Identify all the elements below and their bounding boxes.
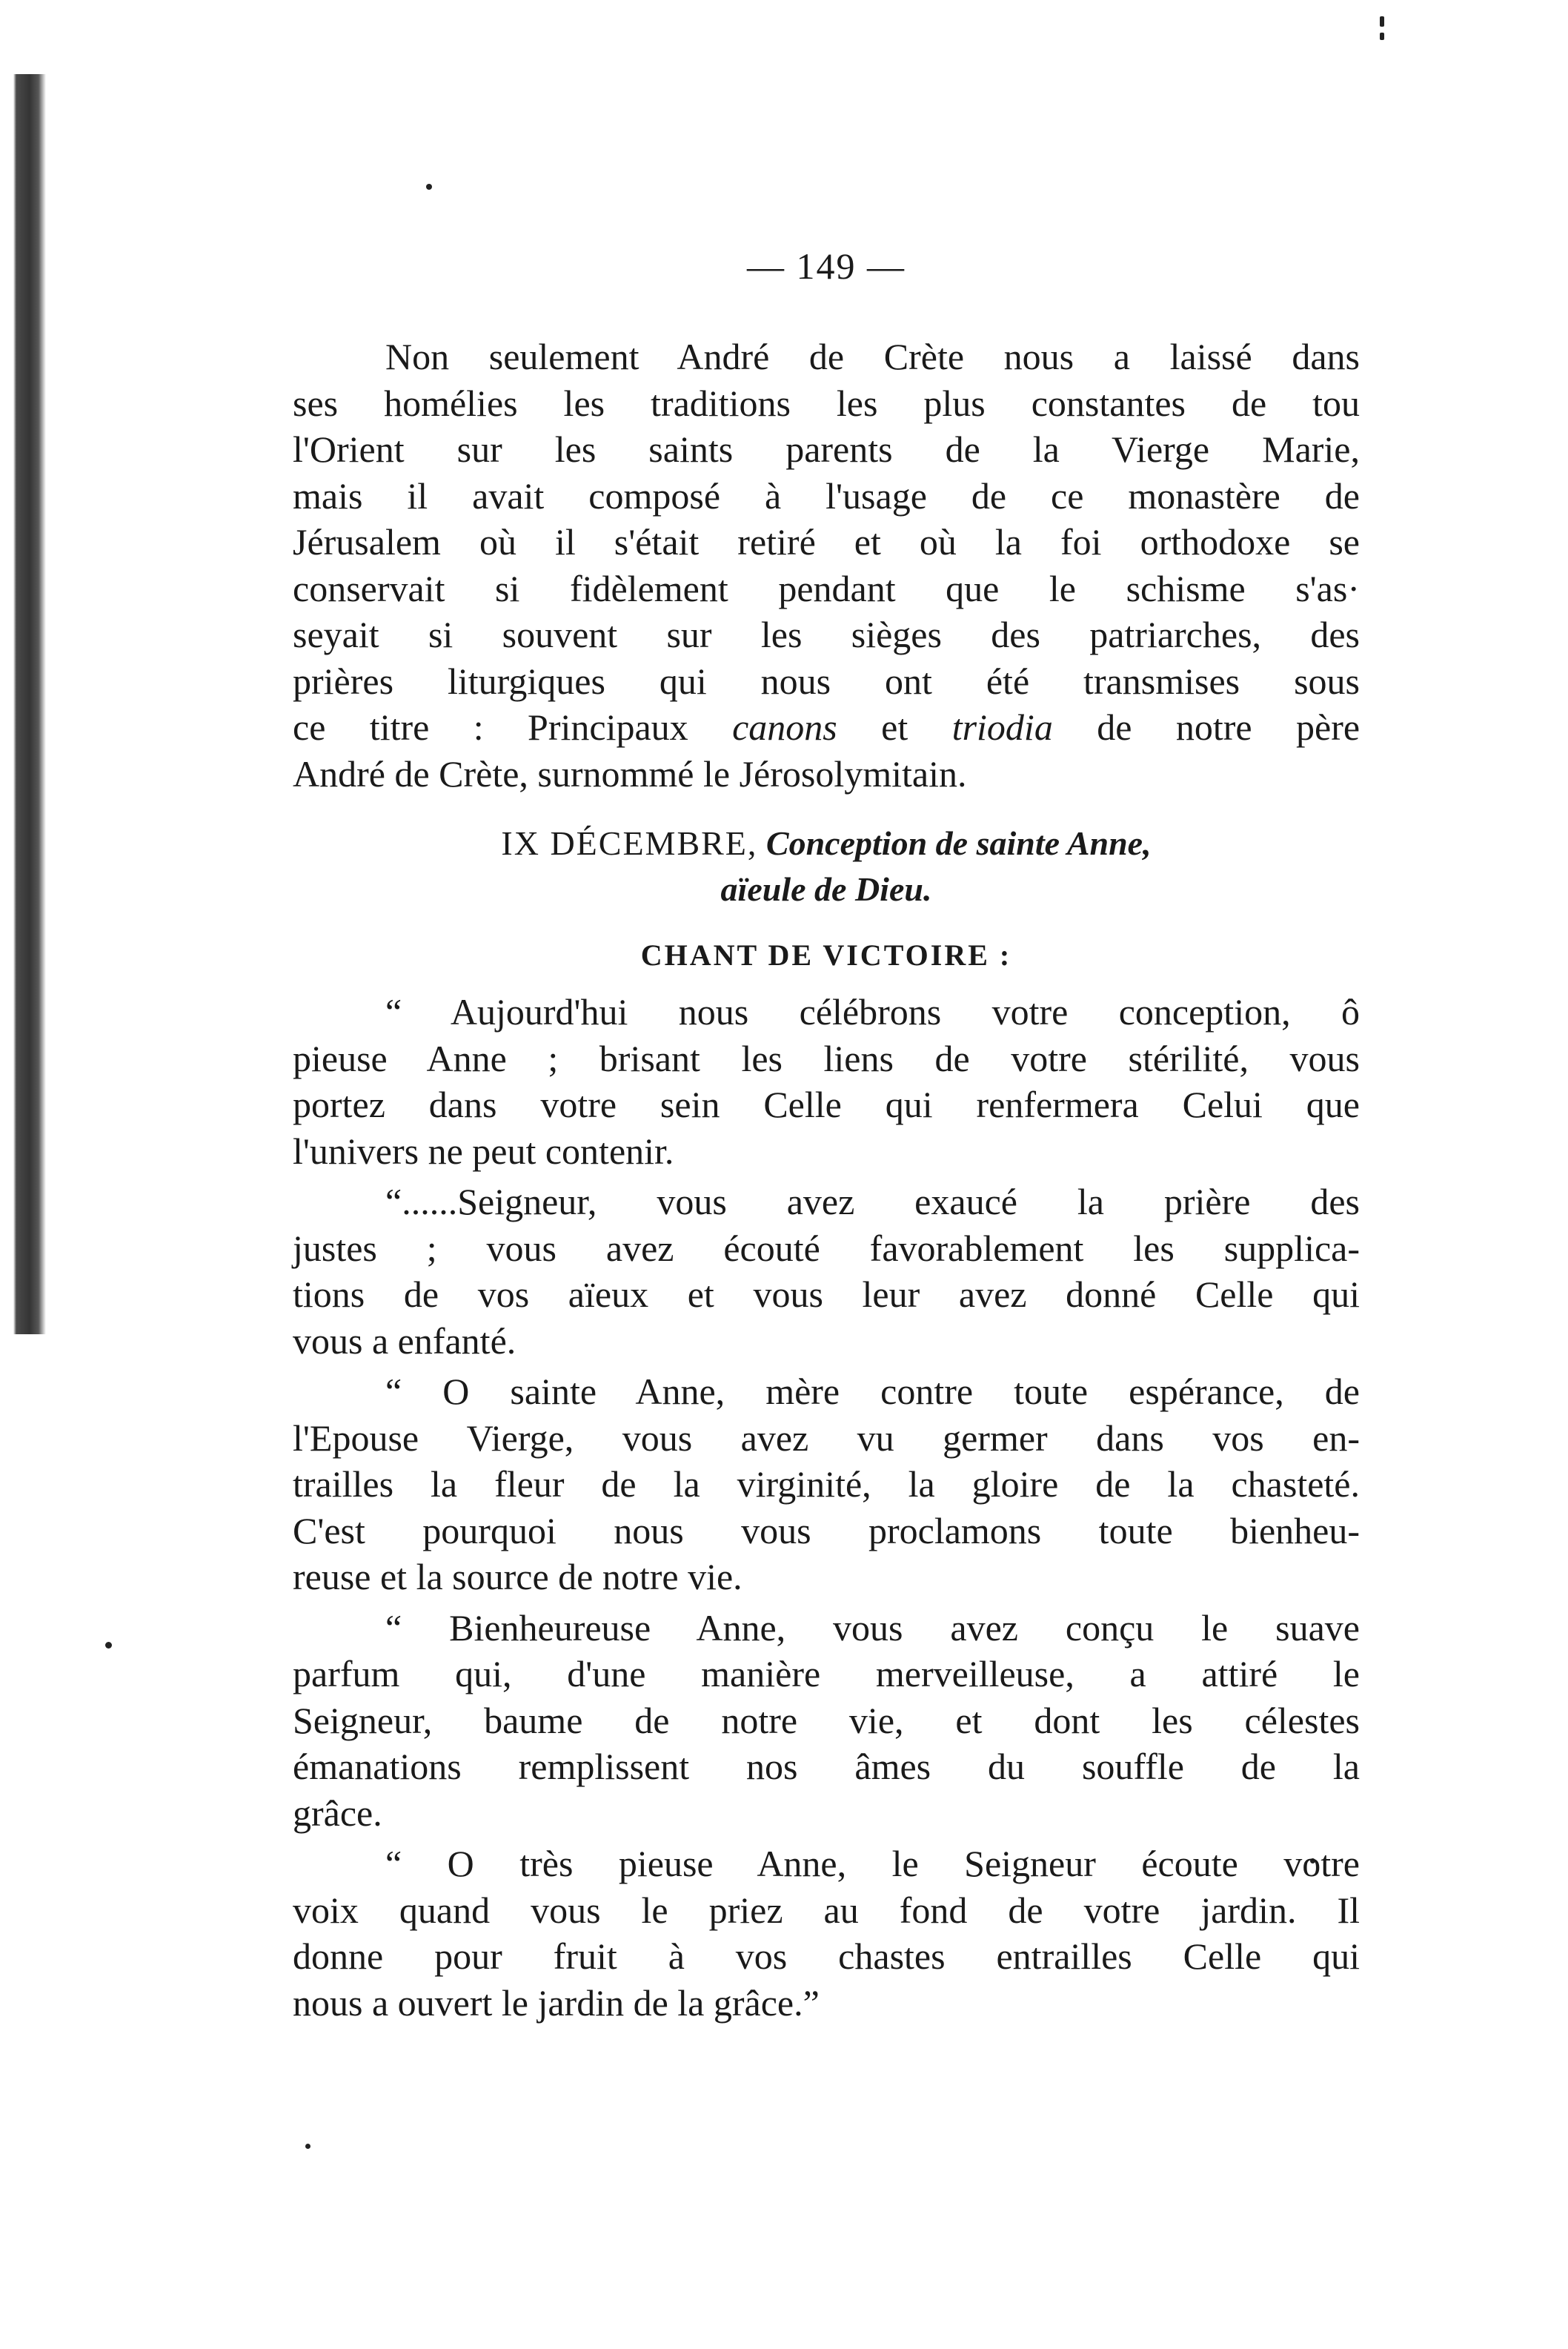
- text-line: Non seulement André de Crète nous a laissé dans: [385, 336, 1360, 377]
- text-line: émanations remplissent nos âmes du souffle de la: [293, 1746, 1360, 1787]
- text-line: l'Orient sur les saints parents de la Vierge Marie,: [293, 428, 1360, 470]
- text-line: ses homélies les traditions les plus constantes de tou: [293, 382, 1360, 424]
- text-line: André de Crète, surnommé le Jérosolymitain.: [293, 752, 967, 795]
- text-line: C'est pourquoi nous vous proclamons toute bienheu-: [293, 1509, 1360, 1551]
- feast-date: IX DÉCEMBRE,: [501, 824, 758, 862]
- text-line: l'Epouse Vierge, vous avez vu germer dans vos en-: [293, 1417, 1360, 1459]
- book-binding-edge: [0, 74, 46, 1334]
- text-line: Jérusalem où il s'était retiré et où la foi orthodoxe se: [293, 521, 1360, 563]
- text-line: reuse et la source de notre vie.: [293, 1556, 743, 1597]
- book-page: [293, 245, 1360, 2026]
- text-line: seyait si souvent sur les sièges des patriarches, des: [293, 614, 1360, 655]
- chant-heading: CHANT DE VICTOIRE :: [640, 938, 1012, 972]
- feast-subtitle: aïeule de Dieu.: [720, 870, 932, 908]
- text-line: prières liturgiques qui nous ont été transmises sous: [293, 660, 1360, 702]
- text-line: “ Bienheureuse Anne, vous avez conçu le suave: [385, 1606, 1360, 1649]
- text-run-italic: triodia: [951, 706, 1053, 748]
- text-line: “ O sainte Anne, mère contre toute espérance, de: [385, 1371, 1360, 1412]
- text-line: voix quand vous le priez au fond de votre jardin. Il: [293, 1889, 1360, 1931]
- text-line: “ O très pieuse Anne, le Seigneur écoute votre: [385, 1843, 1360, 1884]
- text-line: conservait si fidèlement pendant que le schisme s'as·: [293, 567, 1360, 609]
- print-speck: [1380, 16, 1384, 27]
- intro-paragraph: [293, 334, 1360, 797]
- text-line: mais il avait composé à l'usage de ce monastère de: [293, 474, 1360, 517]
- feast-title-line: [293, 821, 1360, 867]
- text-line: trailles la fleur de la virginité, la gloire de la chasteté.: [293, 1463, 1360, 1505]
- text-line: [293, 704, 1360, 751]
- print-speck: [1380, 33, 1384, 40]
- text-line: parfum qui, d'une manière merveilleuse, a attiré le: [293, 1653, 1360, 1694]
- text-line: justes ; vous avez écouté favorablement les supplica-: [293, 1227, 1360, 1269]
- text-line: vous a enfanté.: [293, 1319, 516, 1362]
- text-line: l'univers ne peut contenir.: [293, 1130, 674, 1172]
- print-speck: [426, 184, 432, 190]
- text-line: grâce.: [293, 1792, 382, 1834]
- text-run: et: [881, 706, 908, 748]
- feast-name: Conception de sainte Anne,: [765, 824, 1152, 862]
- stanza: [293, 1841, 1360, 2026]
- feast-title: [293, 821, 1360, 912]
- stanza: [293, 1605, 1360, 1837]
- text-run: ce titre : Principaux: [293, 706, 688, 748]
- stanza: [293, 989, 1360, 1174]
- text-line: nous a ouvert le jardin de la grâce.”: [293, 1981, 820, 2024]
- print-speck: [105, 1642, 112, 1649]
- text-line: pieuse Anne ; brisant les liens de votre stérilité, vous: [293, 1037, 1360, 1079]
- stanza: [293, 1368, 1360, 1600]
- text-line: portez dans votre sein Celle qui renfermera Celui que: [293, 1084, 1360, 1125]
- text-run-italic: canons: [732, 706, 837, 748]
- print-speck: [305, 2144, 310, 2149]
- text-line: “......Seigneur, vous avez exaucé la prière des: [385, 1181, 1360, 1222]
- text-line: “ Aujourd'hui nous célébrons votre conception, ô: [385, 991, 1360, 1033]
- text-run: de notre père: [1097, 706, 1361, 748]
- text-line: donne pour fruit à vos chastes entrailles Celle qui: [293, 1935, 1360, 1977]
- text-line: tions de vos aïeux et vous leur avez donné Celle qui: [293, 1273, 1360, 1315]
- page-number: — 149 —: [747, 245, 906, 287]
- text-line: Seigneur, baume de notre vie, et dont les célestes: [293, 1699, 1360, 1741]
- stanza: [293, 1179, 1360, 1364]
